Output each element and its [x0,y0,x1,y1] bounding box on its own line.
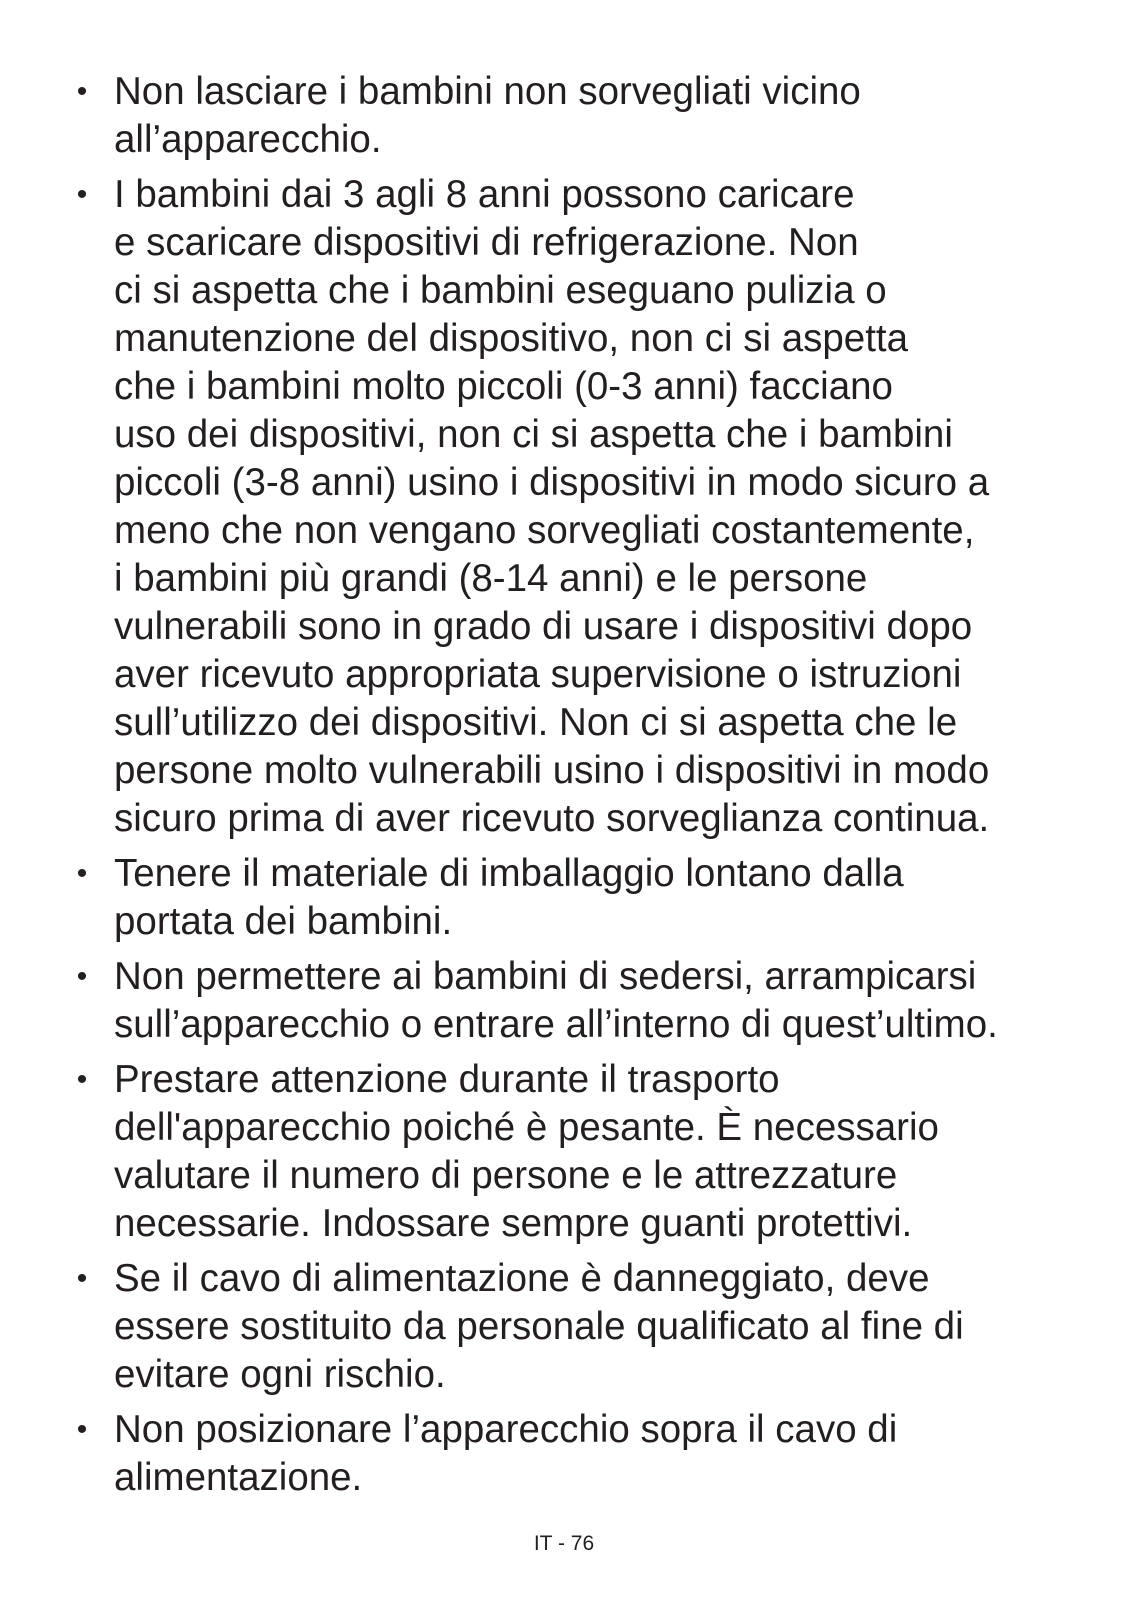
text-line: sull’utilizzo dei dispositivi. Non ci si aspetta che le [114,701,958,744]
list-item [70,850,1070,946]
bullet-icon: • [76,178,88,211]
list-item [70,171,1070,843]
text-line: aver ricevuto appropriata supervisione o istruzioni [114,653,962,696]
bullet-icon: • [76,75,88,108]
text-line: valutare il numero di persone e le attrezzature [114,1154,898,1197]
text-line: i bambini più grandi (8-14 anni) e le persone [114,557,868,600]
text-line: manutenzione del dispositivo, non ci si aspetta [114,317,909,360]
safety-bullet-list [70,68,1070,1509]
text-line: Non lasciare i bambini non sorvegliati vicino [114,70,861,113]
text-line: portata dei bambini. [114,900,453,943]
text-line: sull’apparecchio o entrare all’interno di quest’ultimo. [114,1003,998,1046]
text-line: evitare ogni rischio. [114,1353,446,1396]
text-line: che i bambini molto piccoli (0-3 anni) facciano [114,365,893,408]
text-line: Non posizionare l’apparecchio sopra il cavo di [114,1408,898,1451]
text-line: piccoli (3-8 anni) usino i dispositivi in modo sicuro a [114,461,990,504]
list-item [70,1406,1070,1502]
text-line: Prestare attenzione durante il trasporto [114,1058,780,1101]
text-line: uso dei dispositivi, non ci si aspetta che i bambini [114,413,953,456]
text-line: ci si aspetta che i bambini eseguano pulizia o [114,269,887,312]
text-line: all’apparecchio. [114,118,382,161]
list-item [70,953,1070,1049]
text-line: persone molto vulnerabili usino i dispositivi in modo [114,749,990,792]
list-item [70,1056,1070,1248]
text-line: Se il cavo di alimentazione è danneggiato, deve [114,1257,930,1300]
list-item [70,68,1070,164]
list-item [70,1255,1070,1399]
text-line: e scaricare dispositivi di refrigerazione. Non [114,221,859,264]
page-number: IT - 76 [533,1532,595,1555]
text-line: vulnerabili sono in grado di usare i dispositivi dopo [114,605,973,648]
text-line: Non permettere ai bambini di sedersi, arrampicarsi [114,955,977,998]
bullet-icon: • [76,1262,88,1295]
bullet-icon: • [76,857,88,890]
text-line: dell'apparecchio poiché è pesante. È necessario [114,1106,939,1149]
text-line: I bambini dai 3 agli 8 anni possono caricare [114,173,855,216]
text-line: necessarie. Indossare sempre guanti protettivi. [114,1202,913,1245]
text-line: essere sostituito da personale qualificato al fine di [114,1305,964,1348]
bullet-icon: • [76,1413,88,1446]
bullet-icon: • [76,960,88,993]
text-line: alimentazione. [114,1456,363,1499]
text-line: Tenere il materiale di imballaggio lontano dalla [114,852,904,895]
bullet-icon: • [76,1063,88,1096]
text-line: sicuro prima di aver ricevuto sorveglianza continua. [114,797,990,840]
text-line: meno che non vengano sorvegliati costantemente, [114,509,975,552]
